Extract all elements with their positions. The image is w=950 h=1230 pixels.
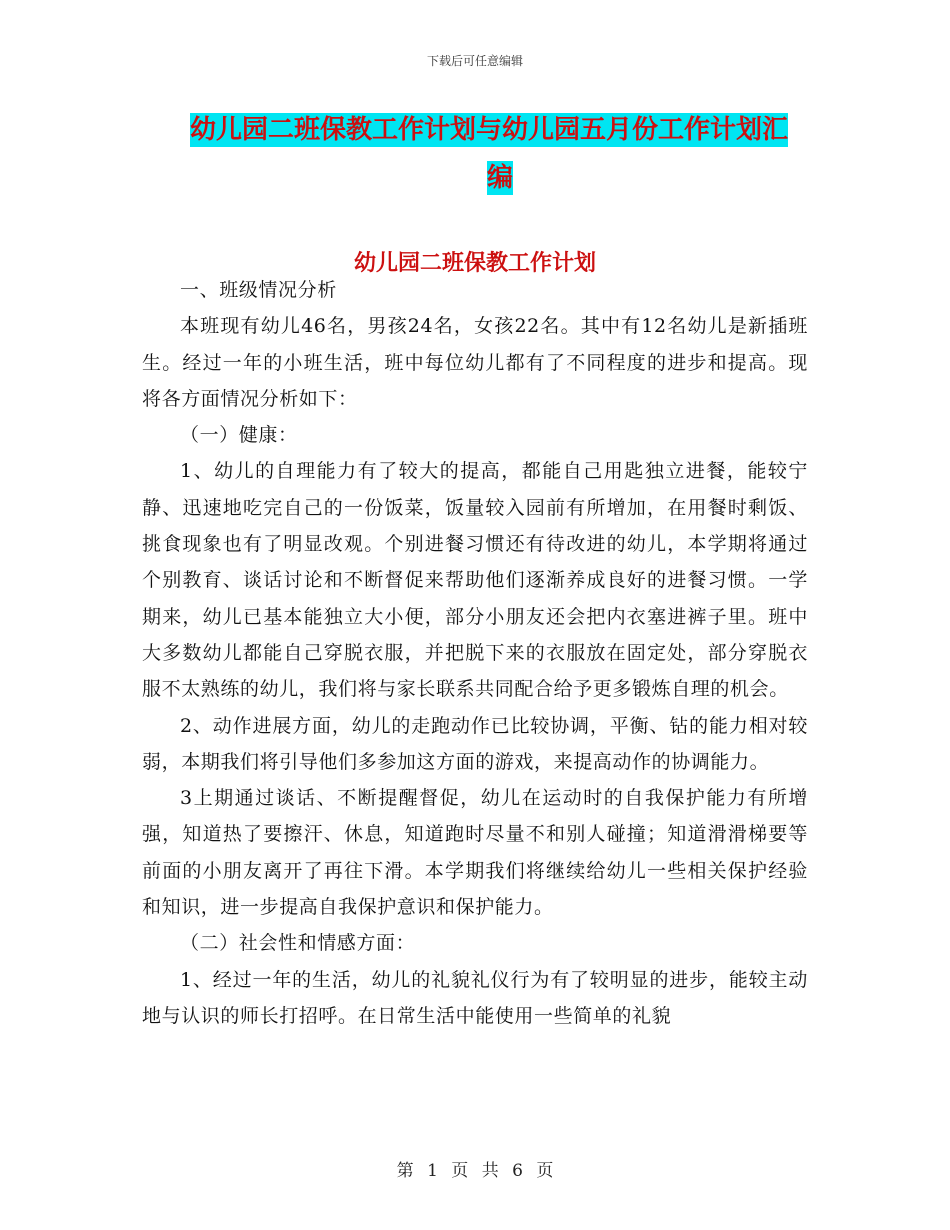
paragraph: 本班现有幼儿46名，男孩24名，女孩22名。其中有12名幼儿是新插班生。经过一年的小班生活，班中每位幼儿都有了不同程度的进步和提高。现将各方面情况分析如下： <box>142 315 808 410</box>
section-heading: 一、班级情况分析 <box>180 279 337 301</box>
subsection-heading: （二）社会性和情感方面： <box>180 932 416 955</box>
paragraph: 3上期通过谈话、不断提醒督促，幼儿在运动时的自我保护能力有所增强，知道热了要擦汗、休息，知道跑时尽量不和别人碰撞；知道滑滑梯要等前面的小朋友离开了再往下滑。本学期我们将继续给幼儿一些相关保护经验和知识，进一步提高自我保护意识和保护能力。 <box>142 787 808 919</box>
title-line-2: 编 <box>486 163 513 193</box>
document-title <box>190 108 810 200</box>
header-note: 下载后可任意编辑 <box>426 54 523 68</box>
section-title: 幼儿园二班保教工作计划 <box>353 251 596 276</box>
paragraph: 2、动作进展方面，幼儿的走跑动作已比较协调，平衡、钻的能力相对较弱，本期我们将引导他们多参加这方面的游戏，来提高动作的协调能力。 <box>142 714 808 773</box>
title-line-1: 幼儿园二班保教工作计划与幼儿园五月份工作计划汇 <box>190 115 789 145</box>
page-footer: 第 1 页 共 6 页 <box>396 1161 554 1181</box>
paragraph: 1、幼儿的自理能力有了较大的提高，都能自己用匙独立进餐，能较宁静、迅速地吃完自己的一份饭菜，饭量较入园前有所增加，在用餐时剩饭、挑食现象也有了明显改观。个别进餐习惯还有待改进的幼儿，本学期将通过个别教育、谈话讨论和不断督促来帮助他们逐渐养成良好的进餐习惯。一学期来，幼儿已基本能独立大小便，部分小朋友还会把内衣塞进裤子里。班中大多数幼儿都能自己穿脱衣服，并把脱下来的衣服放在固定处，部分穿脱衣服不太熟练的幼儿，我们将与家长联系共同配合给予更多锻炼自理的机会。 <box>142 460 808 701</box>
subsection-heading: （一）健康： <box>180 424 298 447</box>
paragraph: 1、经过一年的生活，幼儿的礼貌礼仪行为有了较明显的进步，能较主动地与认识的师长打招呼。在日常生活中能使用一些简单的礼貌 <box>142 968 808 1027</box>
body-text <box>142 272 808 1034</box>
